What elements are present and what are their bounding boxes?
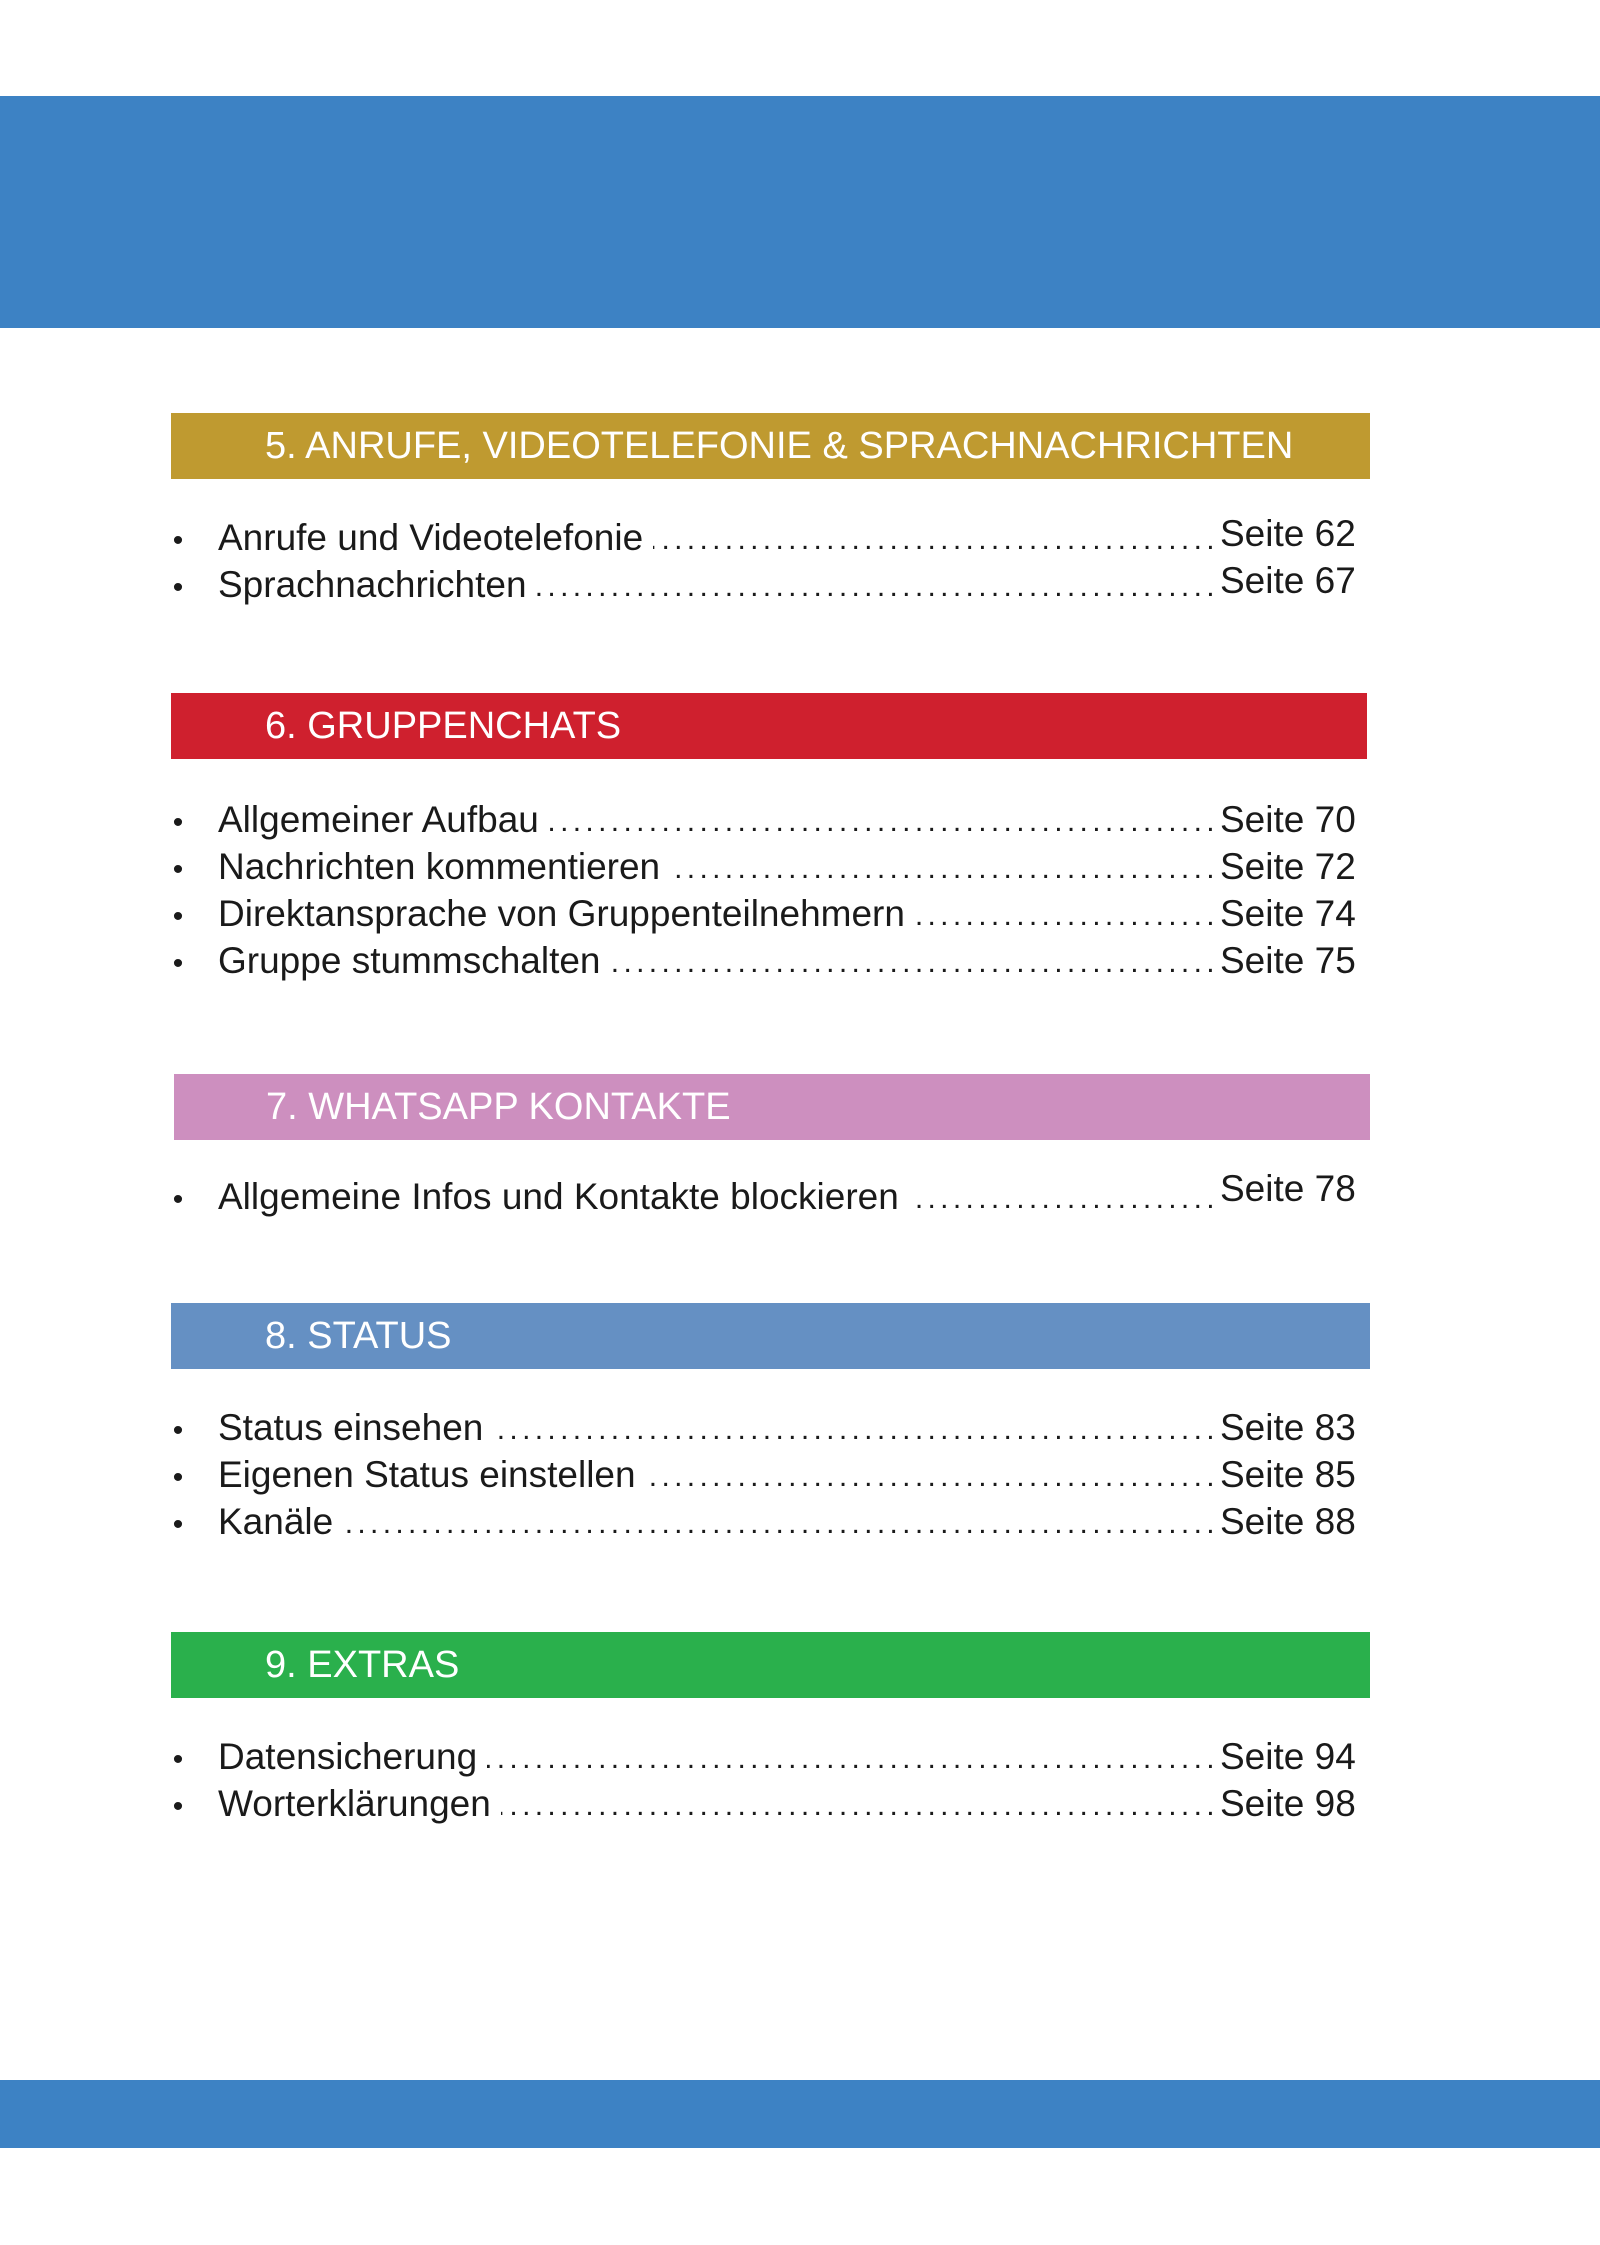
section-title: 9. EXTRAS (265, 1644, 460, 1686)
toc-entry[interactable] (171, 1501, 1370, 1548)
toc-section-5 (171, 413, 1370, 611)
section-header-8 (171, 1303, 1370, 1369)
entry-page-number: Seite 98 (1216, 1783, 1370, 1825)
section-header-7 (174, 1074, 1370, 1140)
entry-page-number: Seite 70 (1216, 799, 1370, 841)
entry-label: Allgemeiner Aufbau (218, 799, 549, 840)
toc-entry[interactable] (171, 513, 1370, 564)
toc-entry[interactable] (171, 1736, 1370, 1783)
entry-page-number: Seite 74 (1216, 893, 1370, 935)
toc-entry[interactable] (171, 940, 1370, 987)
section-title: 5. ANRUFE, VIDEOTELEFONIE & SPRACHNACHRICHTEN (265, 425, 1294, 467)
toc-section-9 (171, 1632, 1370, 1830)
bullet-icon: • (172, 1743, 184, 1776)
entry-label: Direktansprache von Gruppenteilnehmern (218, 893, 915, 934)
section-header-9 (171, 1632, 1370, 1698)
bullet-icon: • (172, 1790, 184, 1823)
toc-section-8 (171, 1303, 1370, 1548)
toc-entry[interactable] (171, 1407, 1370, 1454)
section-title: 7. WHATSAPP KONTAKTE (266, 1086, 731, 1128)
toc-entry[interactable] (171, 799, 1370, 846)
section-title: 8. STATUS (265, 1315, 452, 1357)
section-title: 6. GRUPPENCHATS (265, 705, 622, 747)
bullet-icon: • (172, 1414, 184, 1447)
entry-label: Status einsehen (218, 1407, 493, 1448)
toc-entry[interactable] (171, 1783, 1370, 1830)
entry-page-number: Seite 75 (1216, 940, 1370, 982)
section-header-6 (171, 693, 1367, 759)
toc-entry[interactable] (171, 560, 1370, 611)
bullet-icon: • (172, 571, 184, 604)
bullet-icon: • (172, 900, 184, 933)
entry-label: Sprachnachrichten (218, 564, 537, 605)
entry-page-number: Seite 83 (1216, 1407, 1370, 1449)
bullet-icon: • (172, 524, 184, 557)
top-color-band (0, 96, 1600, 328)
bullet-icon: • (172, 1461, 184, 1494)
toc-entry[interactable] (171, 1454, 1370, 1501)
entry-page-number: Seite 85 (1216, 1454, 1370, 1496)
bottom-color-band (0, 2080, 1600, 2148)
entry-label: Kanäle (218, 1501, 343, 1542)
entry-label: Nachrichten kommentieren (218, 846, 670, 887)
section-header-5 (171, 413, 1370, 479)
toc-section-6 (171, 693, 1367, 987)
entry-page-number: Seite 88 (1216, 1501, 1370, 1543)
entry-label: Worterklärungen (218, 1783, 501, 1824)
bullet-icon: • (172, 1508, 184, 1541)
entry-label: Eigenen Status einstellen (218, 1454, 646, 1495)
toc-entry[interactable] (171, 1168, 1370, 1223)
entry-label: Allgemeine Infos und Kontakte blockieren (218, 1176, 909, 1217)
toc-section-7 (174, 1074, 1370, 1223)
bullet-icon: • (172, 853, 184, 886)
entry-label: Datensicherung (218, 1736, 487, 1777)
bullet-icon: • (172, 1183, 184, 1216)
entry-page-number: Seite 67 (1216, 560, 1370, 602)
bullet-icon: • (172, 806, 184, 839)
bullet-icon: • (172, 947, 184, 980)
entry-label: Anrufe und Videotelefonie (218, 517, 653, 558)
entry-page-number: Seite 72 (1216, 846, 1370, 888)
entry-label: Gruppe stummschalten (218, 940, 611, 981)
entry-page-number: Seite 62 (1216, 513, 1370, 555)
toc-entry[interactable] (171, 893, 1370, 940)
entry-page-number: Seite 94 (1216, 1736, 1370, 1778)
toc-entry[interactable] (171, 846, 1370, 893)
entry-page-number: Seite 78 (1216, 1168, 1370, 1210)
